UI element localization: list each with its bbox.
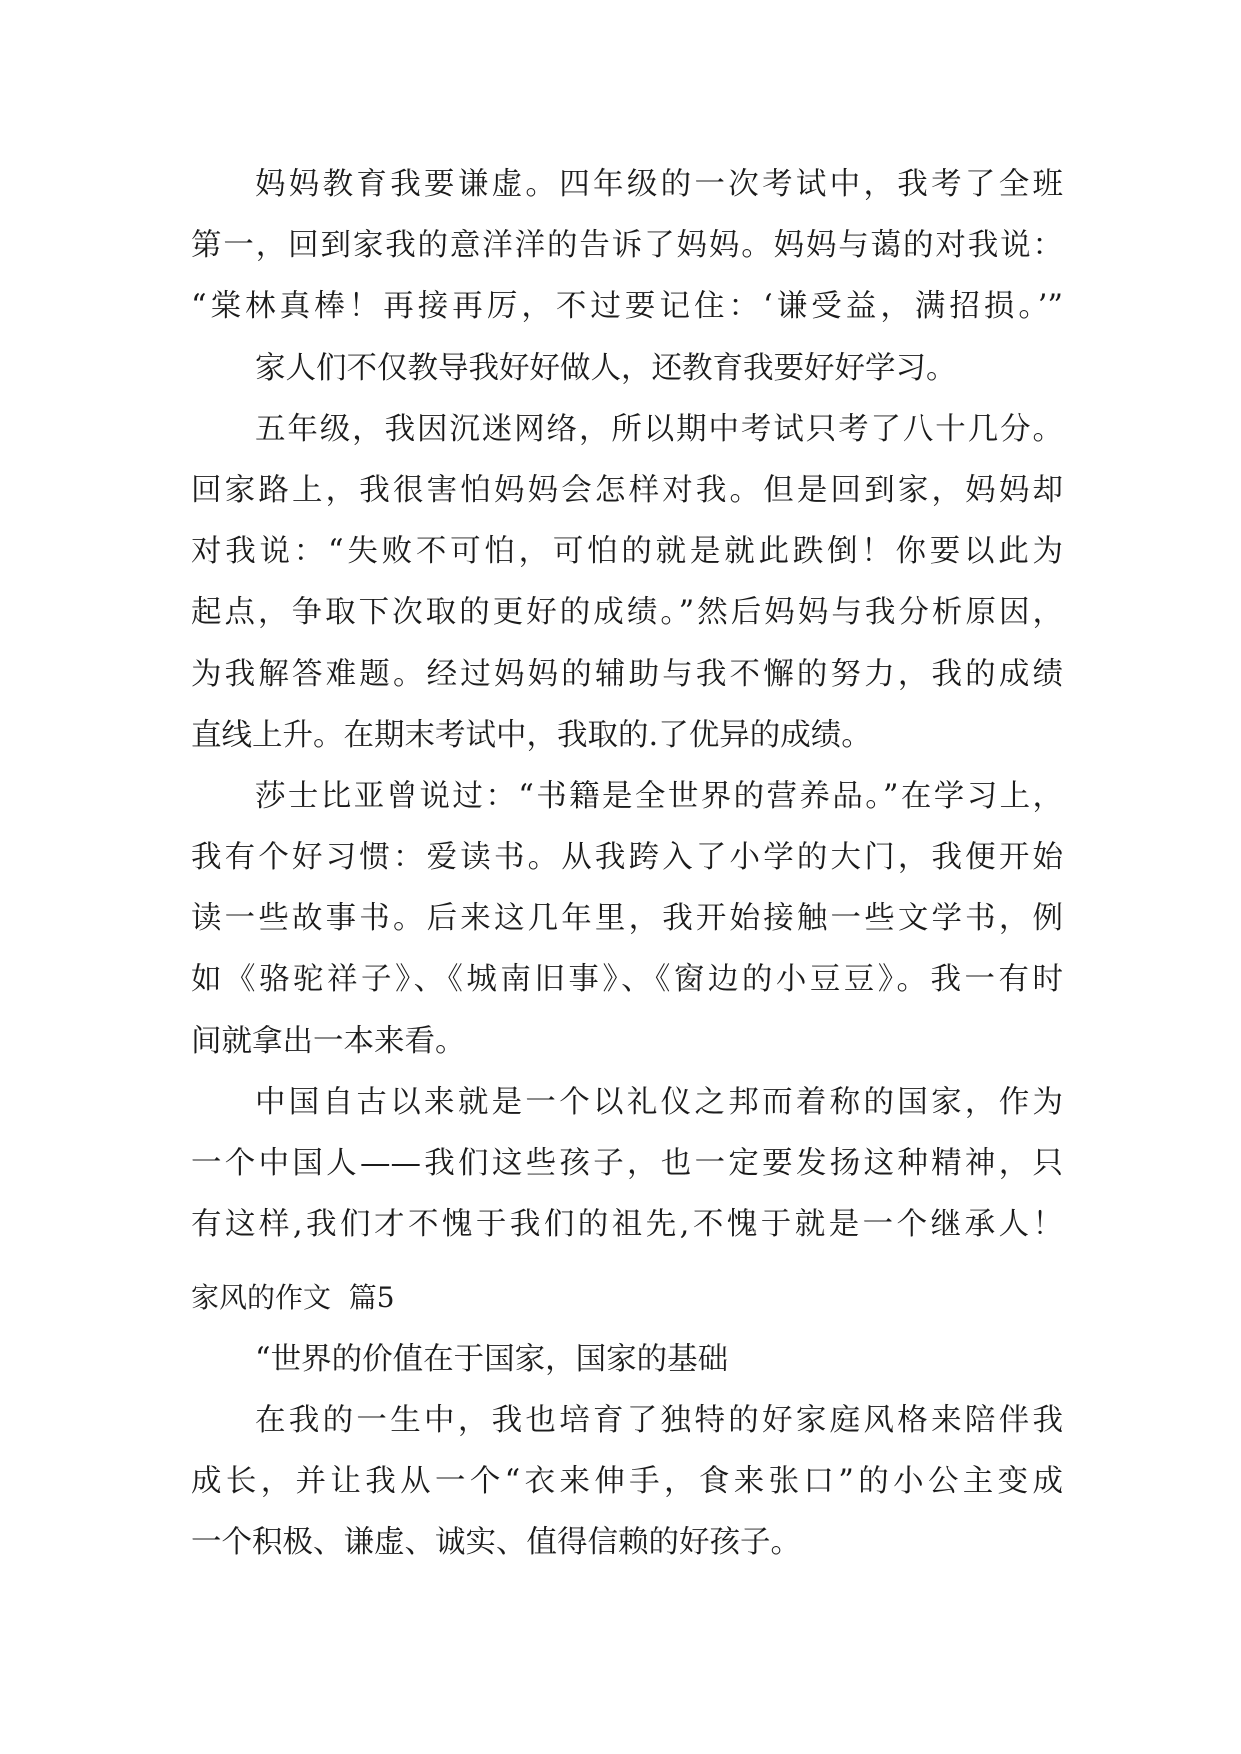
essay-section-1 xyxy=(191,154,1063,1255)
text-line: 回家路上，我很害怕妈妈会怎样对我。但是回到家，妈妈却 xyxy=(191,472,1063,508)
paragraph xyxy=(191,338,1063,399)
section-heading: 家风的作文 篇5 xyxy=(191,1281,395,1315)
text-line: 起点，争取下次取的更好的成绩。”然后妈妈与我分析原因， xyxy=(191,595,1063,631)
text-line: 妈妈教育我要谦虚。四年级的一次考试中，我考了全班 xyxy=(255,167,1063,202)
text-line: 为我解答难题。经过妈妈的辅助与我不懈的努力，我的成绩 xyxy=(191,656,1063,692)
text-line: 中国自古以来就是一个以礼仪之邦而着称的国家，作为 xyxy=(255,1084,1063,1120)
text-line: 我有个好习惯：爱读书。从我跨入了小学的大门，我便开始 xyxy=(191,840,1063,876)
text-line: 五年级，我因沉迷网络，所以期中考试只考了八十几分。 xyxy=(255,411,1063,447)
paragraph xyxy=(191,1329,1063,1390)
text-line: 读一些故事书。后来这几年里，我开始接触一些文学书，例 xyxy=(191,901,1063,937)
text-line: 第一，回到家我的意洋洋的告诉了妈妈。妈妈与蔼的对我说： xyxy=(191,228,1063,264)
text-line: 一个中国人——我们这些孩子，也一定要发扬这种精神，只 xyxy=(191,1146,1063,1181)
text-line: 一个积极、谦虚、诚实、值得信赖的好孩子。 xyxy=(191,1525,801,1561)
text-line: 家人们不仅教导我好好做人，还教育我要好好学习。 xyxy=(255,350,957,386)
paragraph xyxy=(191,1390,1063,1574)
text-line: “世界的价值在于国家，国家的基础 xyxy=(255,1341,729,1377)
paragraph xyxy=(191,399,1063,766)
paragraph xyxy=(191,154,1063,338)
paragraph xyxy=(191,766,1063,1072)
text-line: 莎士比亚曾说过：“书籍是全世界的营养品。”在学习上， xyxy=(255,778,1063,814)
text-line: 在我的一生中，我也培育了独特的好家庭风格来陪伴我 xyxy=(255,1402,1063,1438)
text-line: 间就拿出一本来看。 xyxy=(191,1023,466,1059)
text-line: “棠林真棒！再接再厉，不过要记住：‘谦受益，满招损。’” xyxy=(191,289,1063,325)
text-line: 如《骆驼祥子》、《城南旧事》、《窗边的小豆豆》。我一有时 xyxy=(191,962,1063,998)
document-body xyxy=(191,154,1063,1573)
text-line: 有这样,我们才不愧于我们的祖先,不愧于就是一个继承人！ xyxy=(191,1207,1063,1243)
paragraph xyxy=(191,1072,1063,1256)
text-line: 直线上升。在期末考试中，我取的.了优异的成绩。 xyxy=(191,717,872,753)
essay-section-2 xyxy=(191,1267,1063,1573)
text-line: 成长，并让我从一个“衣来伸手，食来张口”的小公主变成 xyxy=(191,1463,1063,1499)
text-line: 对我说：“失败不可怕，可怕的就是就此跌倒！你要以此为 xyxy=(191,534,1063,570)
